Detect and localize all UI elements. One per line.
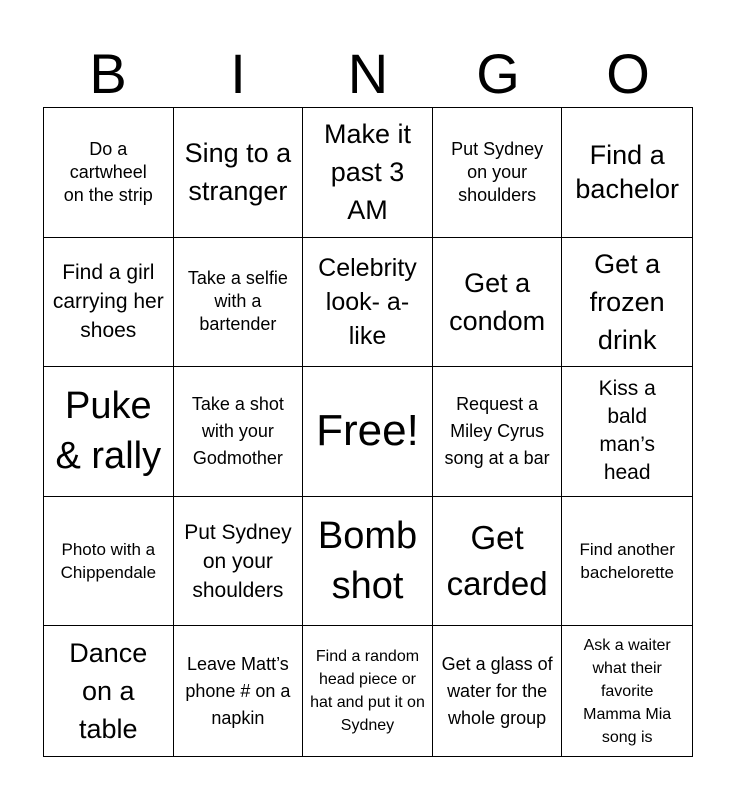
cell-text: Take a selfie with a bartender [187, 268, 288, 335]
bingo-cell[interactable] [562, 108, 692, 238]
cell-text: Ask a waiter what their favorite Mamma Mia song is [583, 636, 672, 746]
cell-text: Put Sydney on your shoulders [184, 520, 292, 602]
cell-text: Make it past 3 AM [323, 119, 411, 226]
bingo-cell[interactable] [562, 367, 692, 497]
bingo-cell[interactable] [44, 238, 174, 368]
cell-text: Request a Miley Cyrus song at a bar [444, 393, 550, 468]
header-letter-i: I [230, 42, 246, 105]
bingo-cell[interactable] [433, 626, 563, 756]
bingo-cell[interactable] [303, 497, 433, 627]
bingo-board [43, 107, 693, 757]
cell-text: Do a cartwheel on the strip [63, 138, 153, 205]
cell-text: Celebrity look- a-like [318, 253, 417, 350]
bingo-cell[interactable] [303, 108, 433, 238]
bingo-cell[interactable] [433, 497, 563, 627]
cell-text: Photo with a Chippendale [60, 540, 157, 583]
bingo-cell[interactable] [433, 238, 563, 368]
cell-text: Find a bachelor [575, 140, 679, 205]
bingo-cell[interactable] [433, 367, 563, 497]
bingo-cell[interactable] [174, 367, 304, 497]
bingo-header [43, 40, 693, 108]
header-letter-n: N [347, 42, 389, 105]
bingo-cell[interactable] [562, 626, 692, 756]
cell-text: Put Sydney on your shoulders [451, 138, 544, 205]
cell-text: Bomb shot [317, 515, 418, 608]
bingo-cell[interactable] [303, 367, 433, 497]
cell-text: Find another bachelorette [579, 540, 675, 583]
cell-text: Get a frozen drink [589, 248, 665, 355]
header-letter-g: G [476, 42, 520, 105]
bingo-cell[interactable] [44, 626, 174, 756]
bingo-cell[interactable] [562, 497, 692, 627]
bingo-cell[interactable] [44, 497, 174, 627]
cell-text: Take a shot with your Godmother [191, 393, 284, 468]
bingo-cell[interactable] [562, 238, 692, 368]
header-letter-o: O [606, 42, 650, 105]
cell-text: Free! [316, 406, 419, 456]
bingo-cell[interactable] [44, 367, 174, 497]
cell-text: Leave Matt’s phone # on a napkin [185, 653, 291, 728]
cell-text: Sing to a stranger [184, 138, 292, 207]
bingo-cell[interactable] [303, 626, 433, 756]
bingo-cell[interactable] [174, 497, 304, 627]
bingo-cell[interactable] [174, 626, 304, 756]
bingo-cell[interactable] [303, 238, 433, 368]
bingo-cell[interactable] [174, 108, 304, 238]
bingo-cell[interactable] [44, 108, 174, 238]
cell-text: Find a random head piece or hat and put it on Sydney [310, 648, 425, 735]
cell-text: Get carded [446, 519, 548, 603]
cell-text: Find a girl carrying her shoes [52, 261, 164, 343]
cell-text: Get a condom [449, 267, 546, 336]
cell-text: Get a glass of water for the whole group [441, 653, 553, 728]
cell-text: Dance on a table [69, 638, 148, 745]
cell-text: Puke & rally [55, 385, 162, 478]
bingo-cell[interactable] [174, 238, 304, 368]
bingo-cell[interactable] [433, 108, 563, 238]
cell-text: Kiss a bald man’s head [598, 377, 656, 485]
header-letter-b: B [89, 42, 127, 105]
